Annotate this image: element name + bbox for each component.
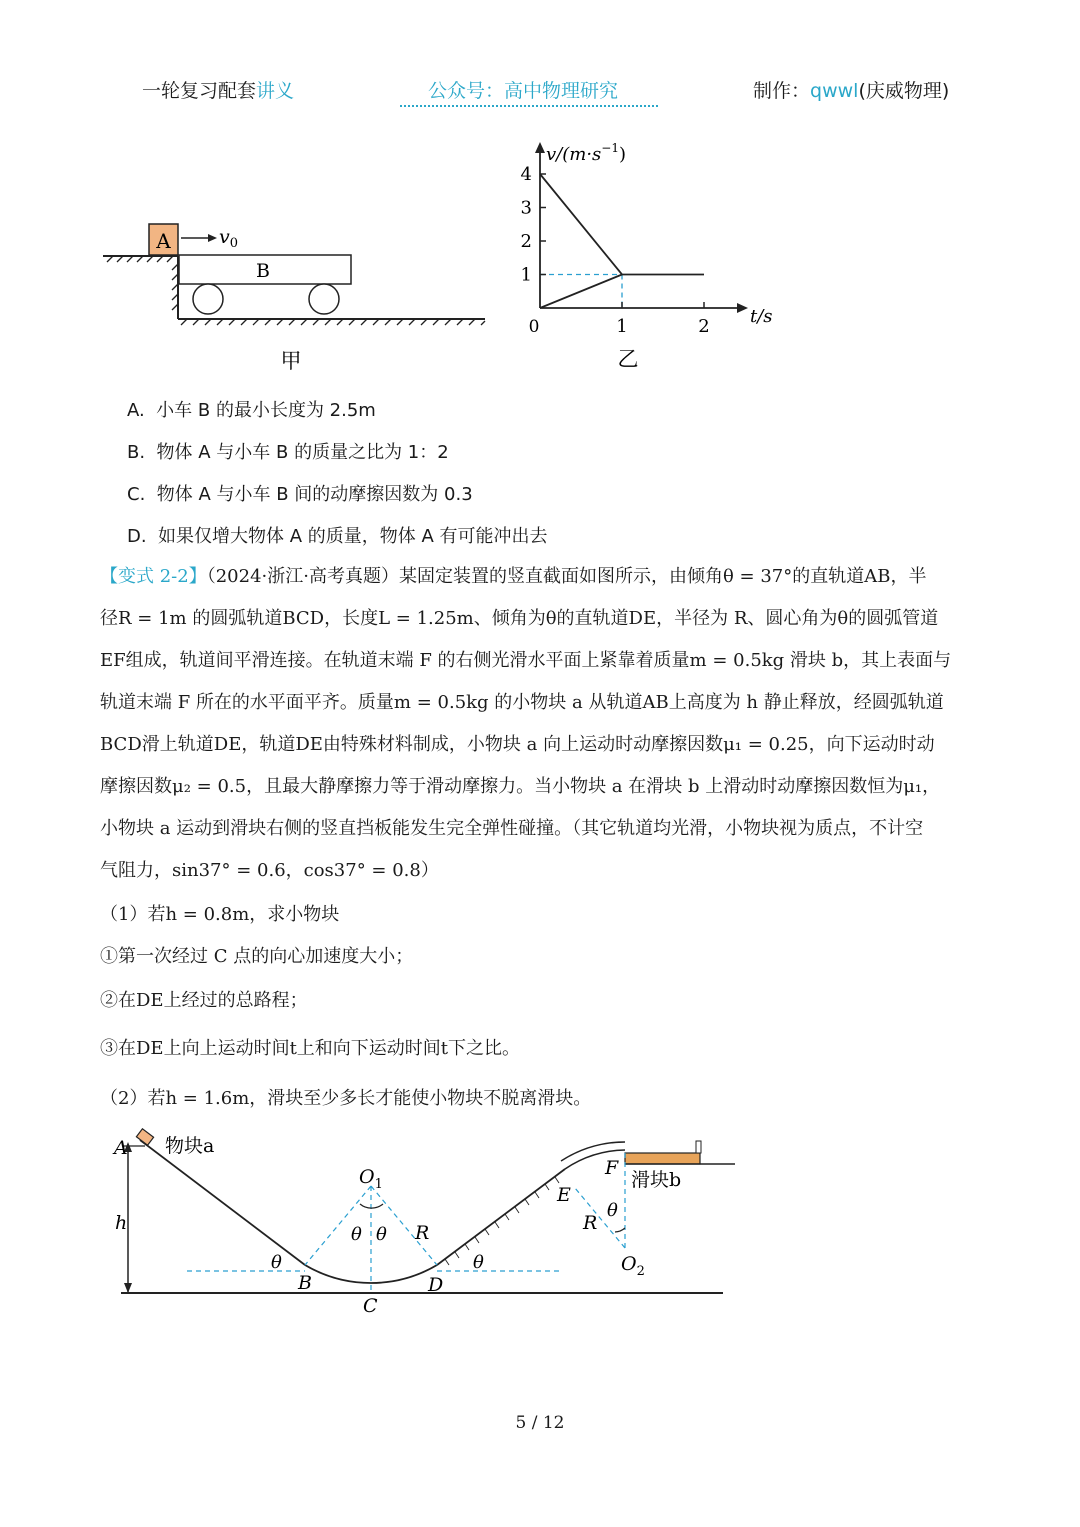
problem-line-6: 摩擦因数μ₂ = 0.5，且最大静摩擦力等于滑动摩擦力。当小物块 a 在滑块 b 上滑动时动摩擦因数恒为μ₁， [100,776,941,797]
svg-text:θ: θ [473,1252,484,1273]
series-line-a [540,174,704,275]
caption-yi: 乙 [617,347,639,371]
svg-text:C: C [363,1295,378,1317]
svg-text:θ: θ [376,1224,387,1245]
origin-label: 0 [528,317,540,337]
svg-text:E: E [557,1184,571,1206]
track-de [437,1169,565,1265]
track-ab [140,1140,305,1265]
slider-label: 滑块b [631,1169,682,1191]
svg-text:A: A [114,1137,128,1159]
problem-line-4: 轨道末端 F 所在的水平面平齐。质量m = 0.5kg 的小物块 a 从轨道AB上高度为 h 静止释放，经圆弧轨道 [100,692,944,713]
problem-line-5: BCD滑上轨道DE，轨道DE由特殊材料制成，小物块 a 向上运动时动摩擦因数μ₁ = 0.25，向下运动时动 [100,734,935,755]
question-1: （1）若h = 0.8m，求小物块 [100,904,340,925]
svg-text:甲: 甲 [280,349,302,373]
problem-line-3: EF组成，轨道间平滑连接。在轨道末端 F 的右侧光滑水平面上紧靠着质量m = 0.5kg 滑块 b，其上表面与 [100,650,952,671]
block-a-small [136,1129,153,1145]
header-left: 一轮复习配套讲义 [142,80,295,102]
svg-text:R: R [583,1212,598,1234]
option-d: D. 如果仅增大物体 A 的质量，物体 A 有可能冲出去 [127,526,548,547]
svg-text:F: F [605,1157,619,1179]
cart-wheel [309,284,339,314]
slider-b [625,1153,700,1164]
header-right: 制作：qwwl(庆威物理) [753,80,950,102]
x-tick-label: 2 [698,316,710,337]
problem-line-1: 【变式 2-2】（2024·浙江·高考真题）某固定装置的竖直截面如图所示，由倾角θ = 37°的直轨道AB，半 [100,566,927,587]
option-c: C. 物体 A 与小车 B 间的动摩擦因数为 0.3 [127,484,473,505]
question-1-1: ①第一次经过 C 点的向心加速度大小； [100,946,414,967]
option-a: A. 小车 B 的最小长度为 2.5m [127,400,376,421]
svg-text:v0: $v_0$ [219,226,239,251]
svg-text:θ: θ [271,1252,282,1273]
svg-text:O2: $O_2$ [621,1253,645,1279]
svg-text:B: B [298,1272,312,1294]
svg-text:D: D [428,1274,444,1296]
svg-text:R: R [415,1222,430,1244]
option-b: B. 物体 A 与小车 B 的质量之比为 1：2 [127,442,449,463]
y-tick-label: 3 [520,197,532,219]
y-tick-label: 1 [520,264,532,286]
svg-text:B: B [256,260,270,282]
svg-text:θ: θ [351,1224,362,1245]
question-1-3: ③在DE上向上运动时间t上和向下运动时间t下之比。 [100,1038,521,1059]
problem-line-2: 径R = 1m 的圆弧轨道BCD，长度L = 1.25m、倾角为θ的直轨道DE，半径为 R、圆心角为θ的圆弧管道 [100,608,939,629]
svg-text:A: A [156,229,171,253]
x-tick-label: 1 [616,316,628,337]
figure-track-diagram [95,1128,745,1353]
figure-cart-diagram [95,215,495,380]
svg-text:θ: θ [607,1200,618,1221]
cart-wheel [193,284,223,314]
problem-line-8: 气阻力，sin37° = 0.6，cos37° = 0.8） [100,860,439,881]
svg-text:h: h [115,1212,128,1234]
y-axis-label: $v/(m\cdot s^{-1})$ [546,141,627,165]
block-label: 物块a [165,1135,215,1157]
svg-text:O1: $O_1$ [359,1166,383,1192]
x-axis-label: t/s [750,306,773,327]
question-2: （2）若h = 1.6m，滑块至少多长才能使小物块不脱离滑块。 [100,1088,592,1109]
page-number: 5 / 12 [515,1413,565,1433]
series-line-b [540,275,622,309]
question-1-2: ②在DE上经过的总路程； [100,990,308,1011]
y-tick-label: 2 [520,231,532,252]
figure-vt-chart [510,140,800,380]
header-center: 公众号：高中物理研究 [400,76,658,107]
y-tick-label: 4 [520,164,532,185]
problem-line-7: 小物块 a 运动到滑块右侧的竖直挡板能发生完全弹性碰撞。（其它轨道均光滑，小物块视为质点，不计空 [100,818,924,839]
